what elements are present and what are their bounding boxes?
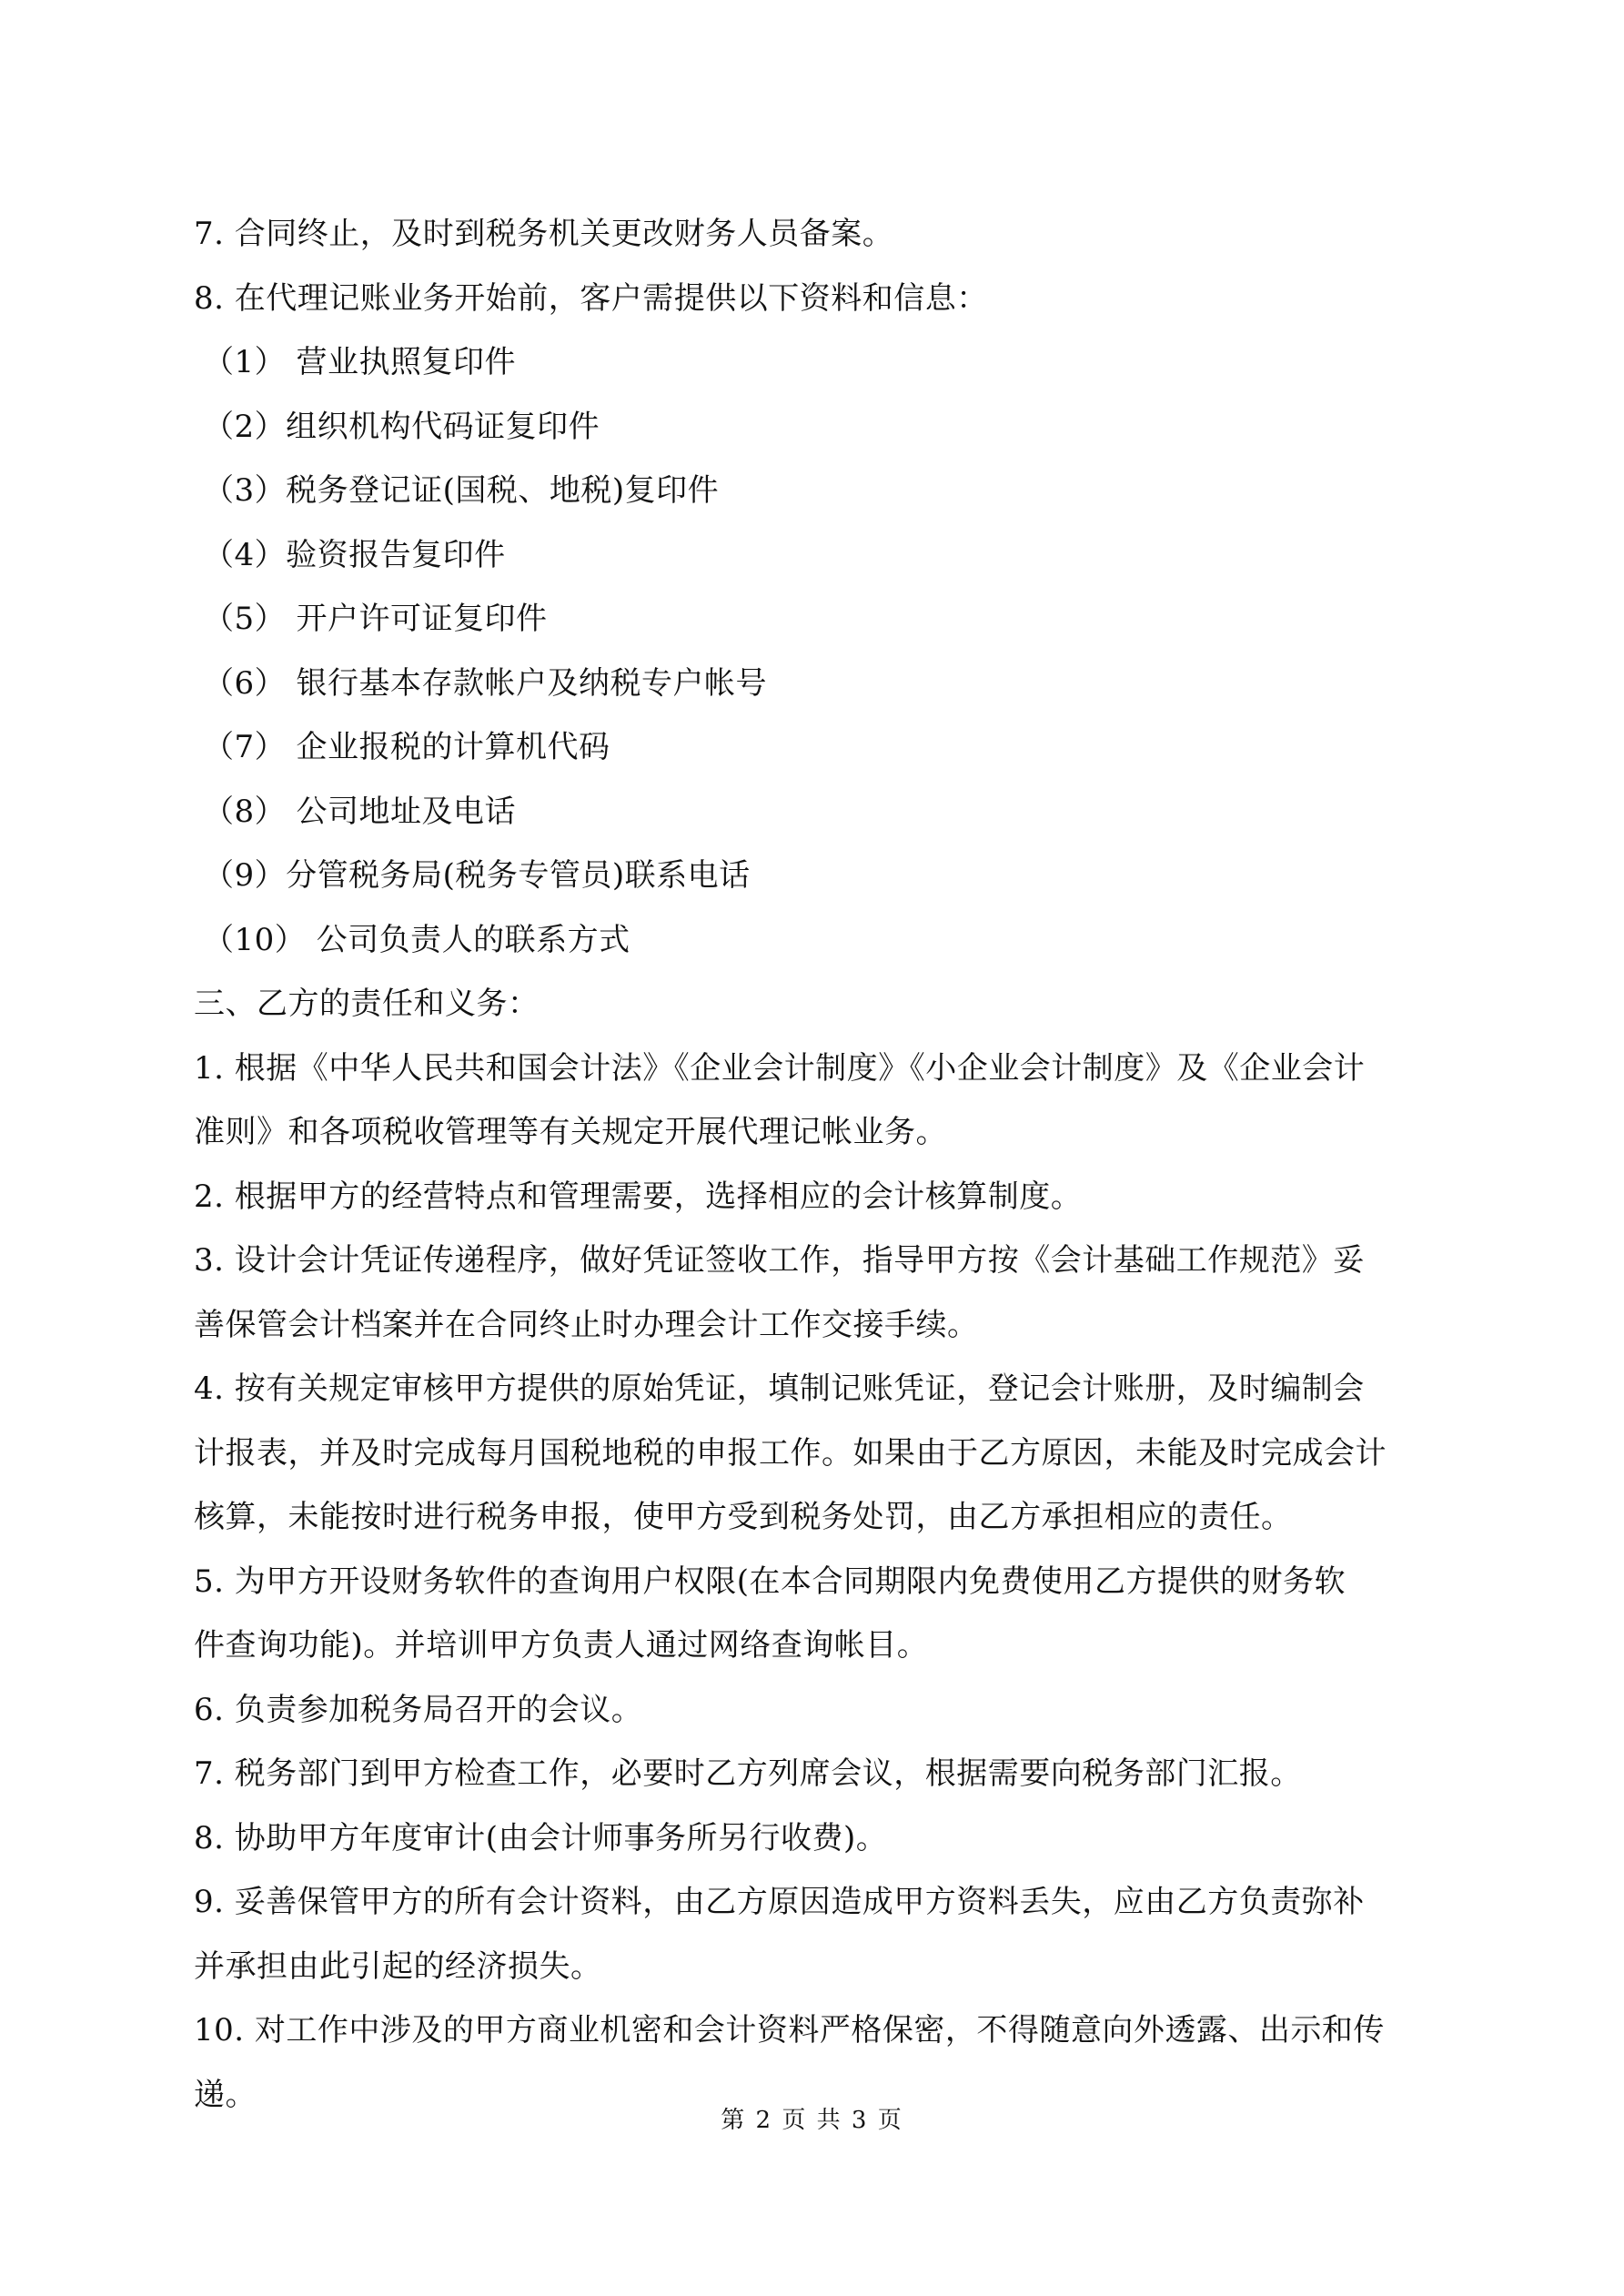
list-item: （4）验资报告复印件 <box>203 536 506 573</box>
text-line: 善保管会计档案并在合同终止时办理会计工作交接手续。 <box>194 1306 979 1343</box>
text-line: 5. 为甲方开设财务软件的查询用户权限(在本合同期限内免费使用乙方提供的财务软 <box>194 1563 1347 1600</box>
text-line: 并承担由此引起的经济损失。 <box>194 1947 602 1985</box>
text-line: 3. 设计会计凭证传递程序，做好凭证签收工作，指导甲方按《会计基础工作规范》妥 <box>194 1242 1365 1279</box>
list-item: （3）税务登记证(国税、地税)复印件 <box>203 472 720 509</box>
list-item: （5） 开户许可证复印件 <box>203 601 548 637</box>
list-item: （8） 公司地址及电话 <box>203 793 516 830</box>
text-line: 准则》和各项税收管理等有关规定开展代理记帐业务。 <box>194 1114 947 1150</box>
text-line: 计报表，并及时完成每月国税地税的申报工作。如果由于乙方原因，未能及时完成会计 <box>194 1434 1387 1472</box>
section-heading: 三、乙方的责任和义务： <box>194 986 540 1022</box>
text-line: 10. 对工作中涉及的甲方商业机密和会计资料严格保密，不得随意向外透露、出示和传 <box>194 2012 1385 2048</box>
list-item: （6） 银行基本存款帐户及纳税专户帐号 <box>203 664 767 702</box>
text-line: 1. 根据《中华人民共和国会计法》《企业会计制度》《小企业会计制度》及《企业会计 <box>194 1049 1366 1087</box>
list-item: （2）组织机构代码证复印件 <box>203 408 600 445</box>
text-line: 6. 负责参加税务局召开的会议。 <box>194 1691 643 1728</box>
text-line: 核算，未能按时进行税务申报，使甲方受到税务处罚，由乙方承担相应的责任。 <box>194 1499 1293 1535</box>
list-item: （10） 公司负责人的联系方式 <box>203 921 630 958</box>
page-footer: 第 2 页 共 3 页 <box>721 2107 903 2134</box>
document-body <box>194 202 1440 2127</box>
text-line: 递。 <box>194 2076 257 2113</box>
text-line: 7. 合同终止，及时到税务机关更改财务人员备案。 <box>194 216 894 252</box>
text-line: 8. 在代理记账业务开始前，客户需提供以下资料和信息： <box>194 279 988 317</box>
text-line: 件查询功能)。并培训甲方负责人通过网络查询帐目。 <box>194 1627 929 1664</box>
list-item: （7） 企业报税的计算机代码 <box>203 729 610 765</box>
text-line: 2. 根据甲方的经营特点和管理需要，选择相应的会计核算制度。 <box>194 1178 1083 1215</box>
text-line: 8. 协助甲方年度审计(由会计师事务所另行收费)。 <box>194 1819 888 1856</box>
list-item: （9）分管税务局(税务专管员)联系电话 <box>203 857 751 894</box>
text-line: 7. 税务部门到甲方检查工作，必要时乙方列席会议，根据需要向税务部门汇报。 <box>194 1755 1302 1792</box>
text-line: 4. 按有关规定审核甲方提供的原始凭证，填制记账凭证，登记会计账册，及时编制会 <box>194 1371 1365 1407</box>
text-line: 9. 妥善保管甲方的所有会计资料，由乙方原因造成甲方资料丢失，应由乙方负责弥补 <box>194 1884 1365 1920</box>
list-item: （1） 营业执照复印件 <box>203 344 516 380</box>
